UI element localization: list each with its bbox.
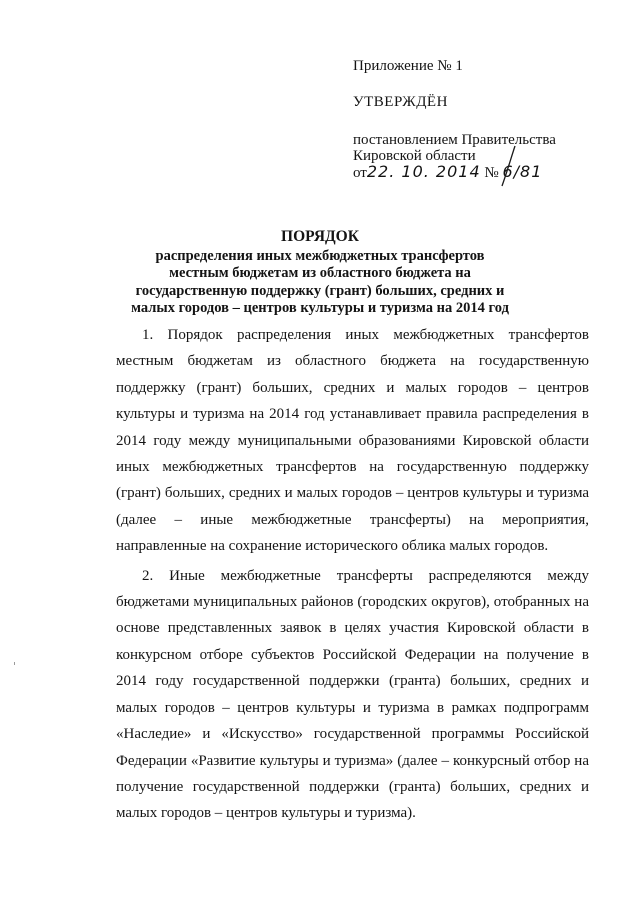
paragraph-2: 2. Иные межбюджетные трансферты распределяются между бюджетами муниципальных районов (городских округов), отобранных на основе представленных заявок в целях участия Кировской области в конкурсном отборе субъектов Российской Федерации на получение в 2014 году государственной поддержки (гранта) больших, средних и малых городов – центров культуры и туризма в рамках подпрограмм «Наследие» и «Искусство» государственной программы Российской Федерации «Развитие культуры и туризма» (далее – конкурсный отбор на получение государственной поддержки (гранта) больших, средних и малых городов – центров культуры и туризма). (116, 567, 589, 822)
title-line-3: государственную поддержку (грант) больших, средних и (135, 282, 505, 299)
scan-artifact (14, 662, 15, 665)
resolution-line-2: Кировской области (353, 148, 476, 164)
date-prefix: от (353, 165, 367, 181)
resolution-date-line (353, 164, 613, 186)
document-title (100, 228, 540, 318)
handwritten-number: 6/81 (502, 162, 543, 181)
appendix-label: Приложение № 1 (353, 58, 463, 74)
paragraph-1: 1. Порядок распределения иных межбюджетных трансфертов местным бюджетам из областного бюджета на государственную поддержку (грант) больших, средних и малых городов – центров культуры и туризма на 2014 год устанавливает правила распределения в 2014 году между муниципальными образованиями Кировской области иных межбюджетных трансфертов на государственную поддержку (грант) больших, средних и малых городов – центров культуры и туризма (далее – иные межбюджетные трансферты) на мероприятия, направленные на сохранение исторического облика малых городов. (116, 327, 589, 555)
approved-stamp-text: УТВЕРЖДЁН (353, 94, 448, 110)
handwritten-slash-mark (499, 144, 519, 188)
title-line-1: распределения иных межбюджетных трансфертов (155, 247, 485, 264)
resolution-reference (353, 132, 613, 186)
title-line-4: малых городов – центров культуры и туризма на 2014 год (131, 300, 509, 316)
resolution-line-1: постановлением Правительства (353, 132, 556, 148)
approval-header (353, 58, 613, 186)
handwritten-date: 22. 10. 2014 (366, 162, 481, 181)
title-main: ПОРЯДОК (281, 228, 359, 245)
document-body (116, 322, 589, 830)
title-line-2: местным бюджетам из областного бюджета на (169, 265, 471, 281)
number-sign: № (484, 165, 499, 181)
